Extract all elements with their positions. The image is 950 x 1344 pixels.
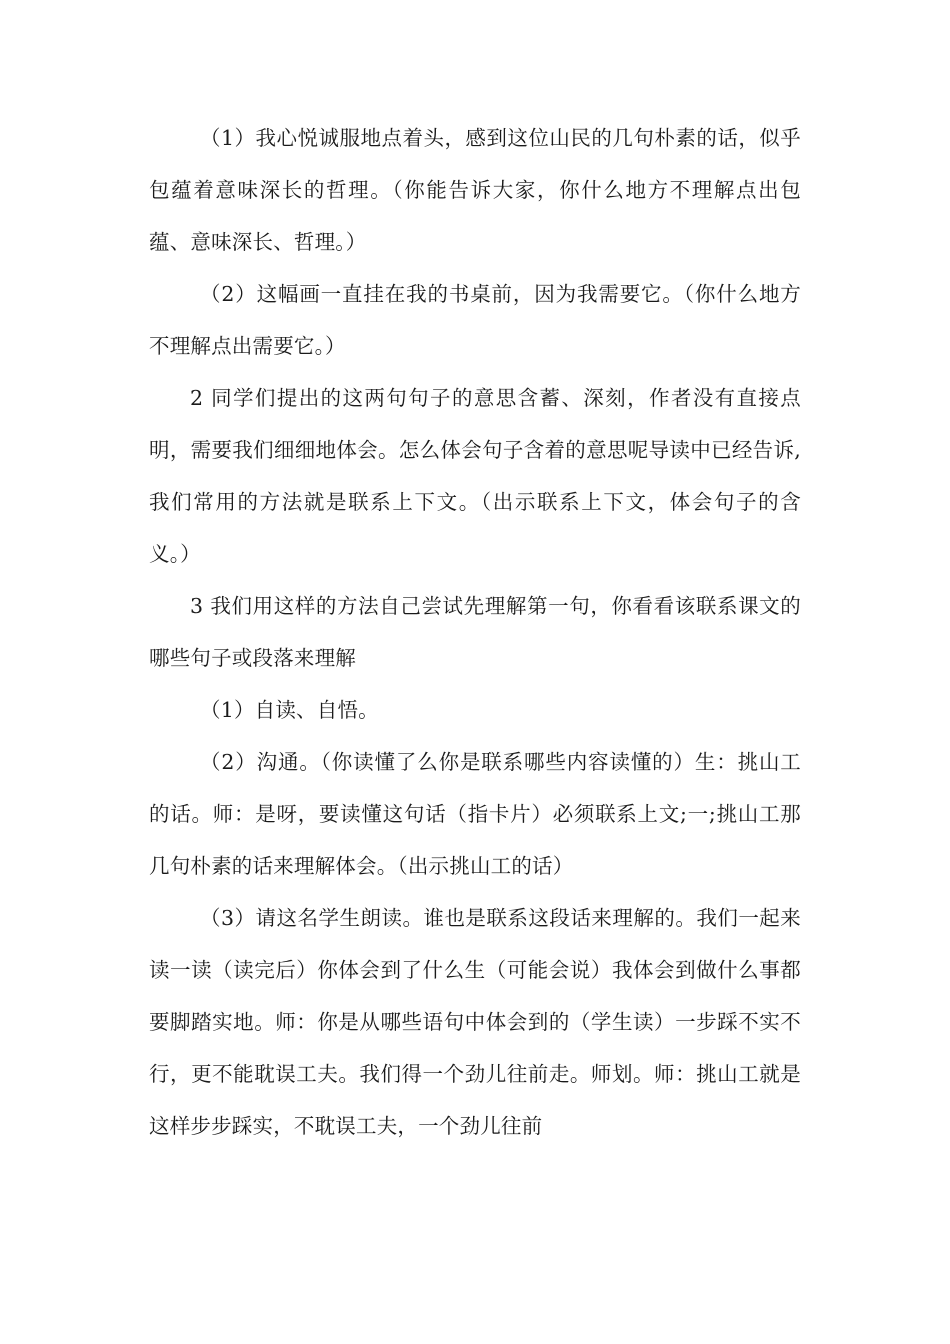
paragraph-self-read: （1）自读、自悟。 [200,698,379,722]
paragraph-sentence-1: （1）我心悦诚服地点着头，感到这位山民的几句朴素的话，似乎包蕴着意味深长的哲理。（你能告诉大家，你什么地方不理解点出包蕴、意味深长、哲理。） [149,126,801,254]
paragraph-step-3: 3 我们用这样的方法自己尝试先理解第一句，你看看该联系课文的哪些句子或段落来理解 [149,594,801,670]
paragraph-step-2: 2 同学们提出的这两句句子的意思含蓄、深刻，作者没有直接点明，需要我们细细地体会。怎么体会句子含着的意思呢导读中已经告诉,我们常用的方法就是联系上下文。（出示联系上下文，体会句子的含义。） [149,386,801,566]
paragraph-communicate: （2）沟通。（你读懂了么你是联系哪些内容读懂的）生：挑山工的话。师：是呀，要读懂这句话（指卡片）必须联系上文;一;挑山工那几句朴素的话来理解体会。（出示挑山工的话） [149,750,801,878]
paragraph-sentence-2: （2）这幅画一直挂在我的书桌前，因为我需要它。（你什么地方不理解点出需要它。） [149,282,801,358]
document-body [149,112,801,1152]
paragraph-read-aloud: （3）请这名学生朗读。谁也是联系这段话来理解的。我们一起来读一读（读完后）你体会到了什么生（可能会说）我体会到做什么事都要脚踏实地。师：你是从哪些语句中体会到的（学生读）一步踩不实不行，更不能耽误工夫。我们得一个劲儿往前走。师划。师：挑山工就是这样步步踩实，不耽误工夫，一个劲儿往前 [149,906,801,1138]
